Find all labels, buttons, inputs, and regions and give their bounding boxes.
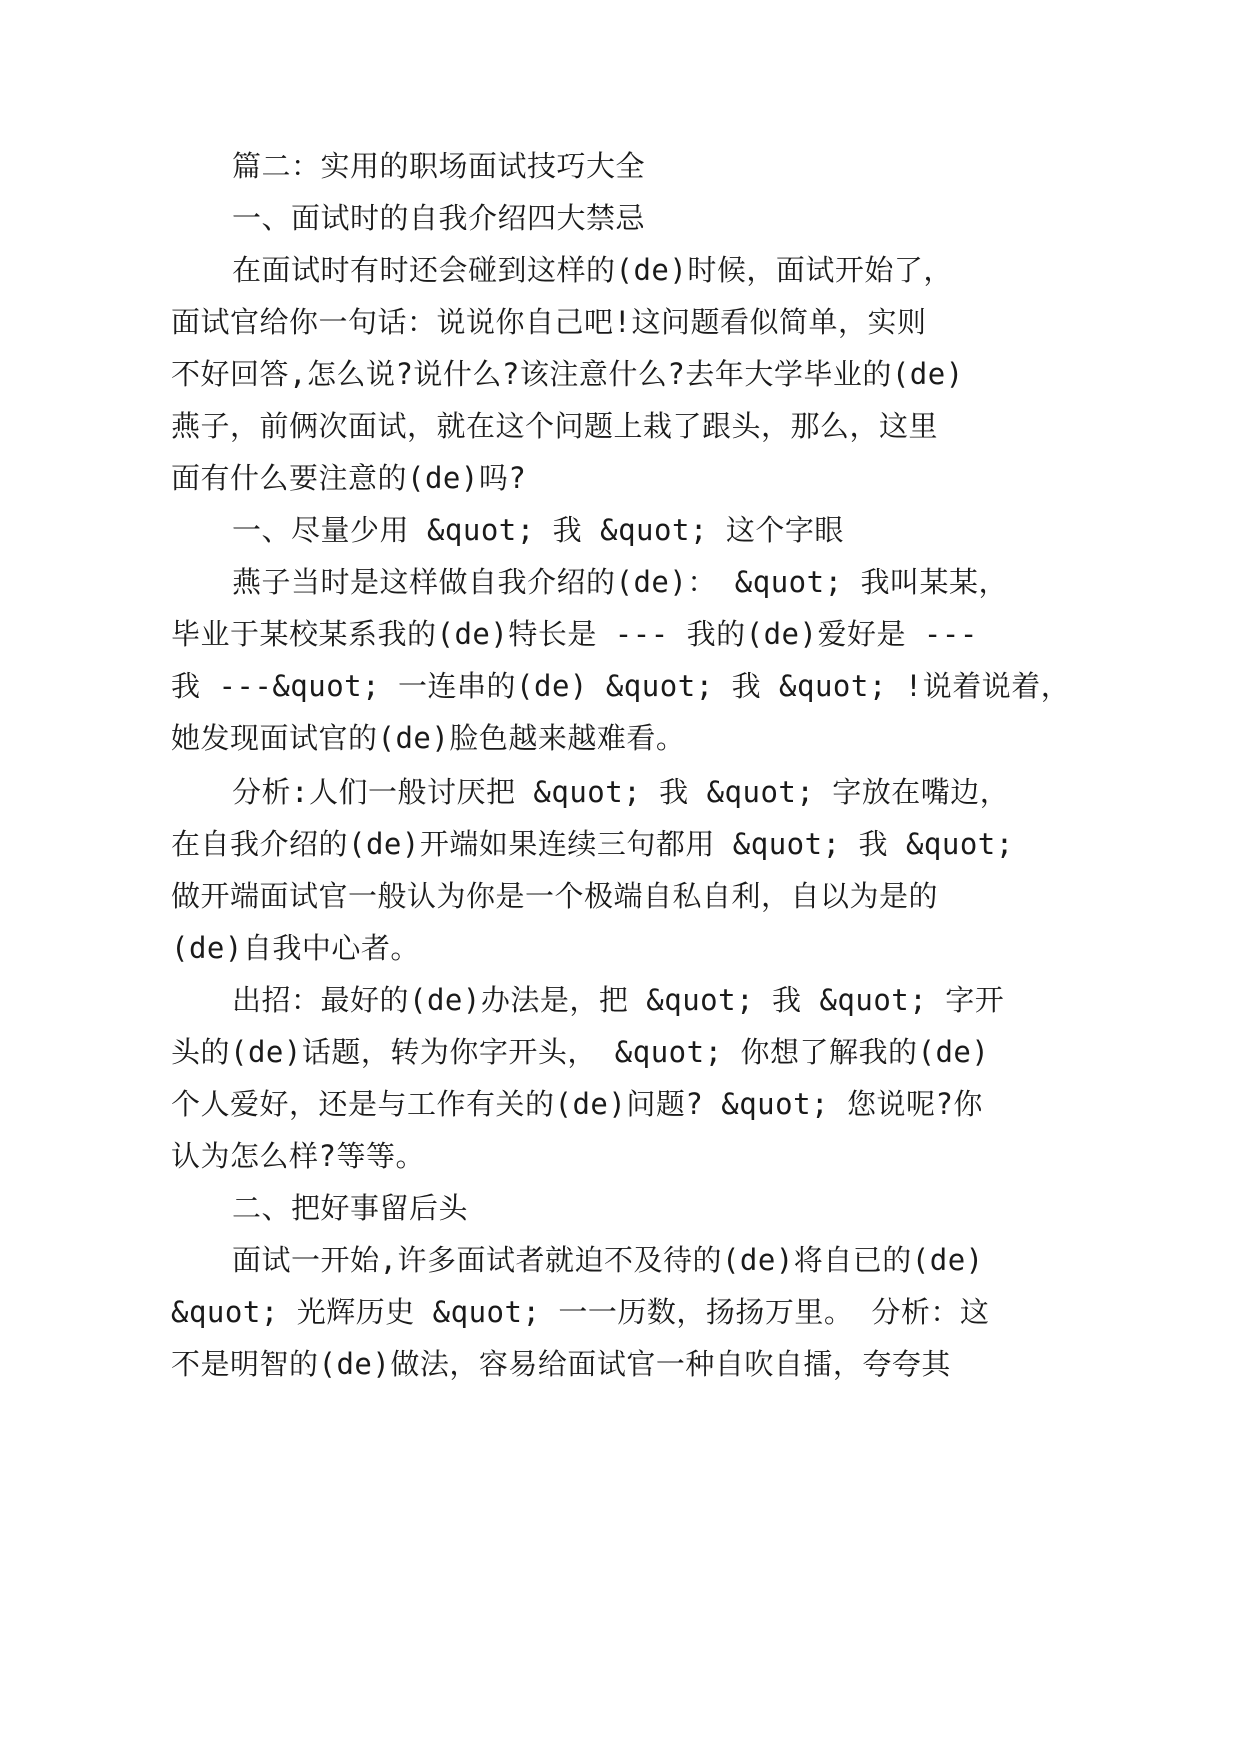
- paragraph-line: &quot; 光辉历史 &quot; 一一历数，扬扬万里。 分析：这: [171, 1295, 990, 1329]
- paragraph-line: 面试官给你一句话：说说你自己吧!这问题看似简单，实则: [171, 305, 927, 339]
- paragraph-line: (de)自我中心者。: [171, 931, 420, 965]
- paragraph-line: 头的(de)话题，转为你字开头， &quot; 你想了解我的(de): [171, 1035, 990, 1069]
- paragraph-line: 认为怎么样?等等。: [171, 1139, 425, 1173]
- paragraph-line: 出招：最好的(de)办法是，把 &quot; 我 &quot; 字开: [232, 983, 1005, 1017]
- paragraph-line: 不是明智的(de)做法，容易给面试官一种自吹自擂，夸夸其: [171, 1347, 951, 1381]
- paragraph-line: 燕子，前俩次面试，就在这个问题上栽了跟头，那么，这里: [171, 409, 939, 443]
- point-heading: 一、尽量少用 &quot; 我 &quot; 这个字眼: [232, 513, 844, 547]
- paragraph-line: 毕业于某校某系我的(de)特长是 --- 我的(de)爱好是 ---: [171, 617, 978, 651]
- paragraph-line: 个人爱好，还是与工作有关的(de)问题? &quot; 您说呢?你: [171, 1087, 983, 1121]
- paragraph-line: 我 ---&quot; 一连串的(de) &quot; 我 &quot; !说着说着，: [171, 669, 1071, 703]
- paragraph-line: 分析:人们一般讨厌把 &quot; 我 &quot; 字放在嘴边，: [232, 775, 1010, 809]
- point-heading: 二、把好事留后头: [232, 1191, 469, 1225]
- subsection-heading: 一、面试时的自我介绍四大禁忌: [232, 201, 646, 235]
- paragraph-line: 在自我介绍的(de)开端如果连续三句都用 &quot; 我 &quot;: [171, 827, 1014, 861]
- paragraph-line: 燕子当时是这样做自我介绍的(de)： &quot; 我叫某某，: [232, 565, 1009, 599]
- paragraph-line: 面试一开始,许多面试者就迫不及待的(de)将自已的(de): [232, 1243, 984, 1277]
- paragraph-line: 不好回答,怎么说?说什么?该注意什么?去年大学毕业的(de): [171, 357, 964, 391]
- section-title: 篇二：实用的职场面试技巧大全: [232, 149, 646, 183]
- paragraph-line: 面有什么要注意的(de)吗?: [171, 461, 527, 495]
- paragraph-line: 她发现面试官的(de)脸色越来越难看。: [171, 721, 686, 755]
- paragraph-line: 做开端面试官一般认为你是一个极端自私自利，自以为是的: [171, 879, 939, 913]
- paragraph-line: 在面试时有时还会碰到这样的(de)时候，面试开始了，: [232, 253, 953, 287]
